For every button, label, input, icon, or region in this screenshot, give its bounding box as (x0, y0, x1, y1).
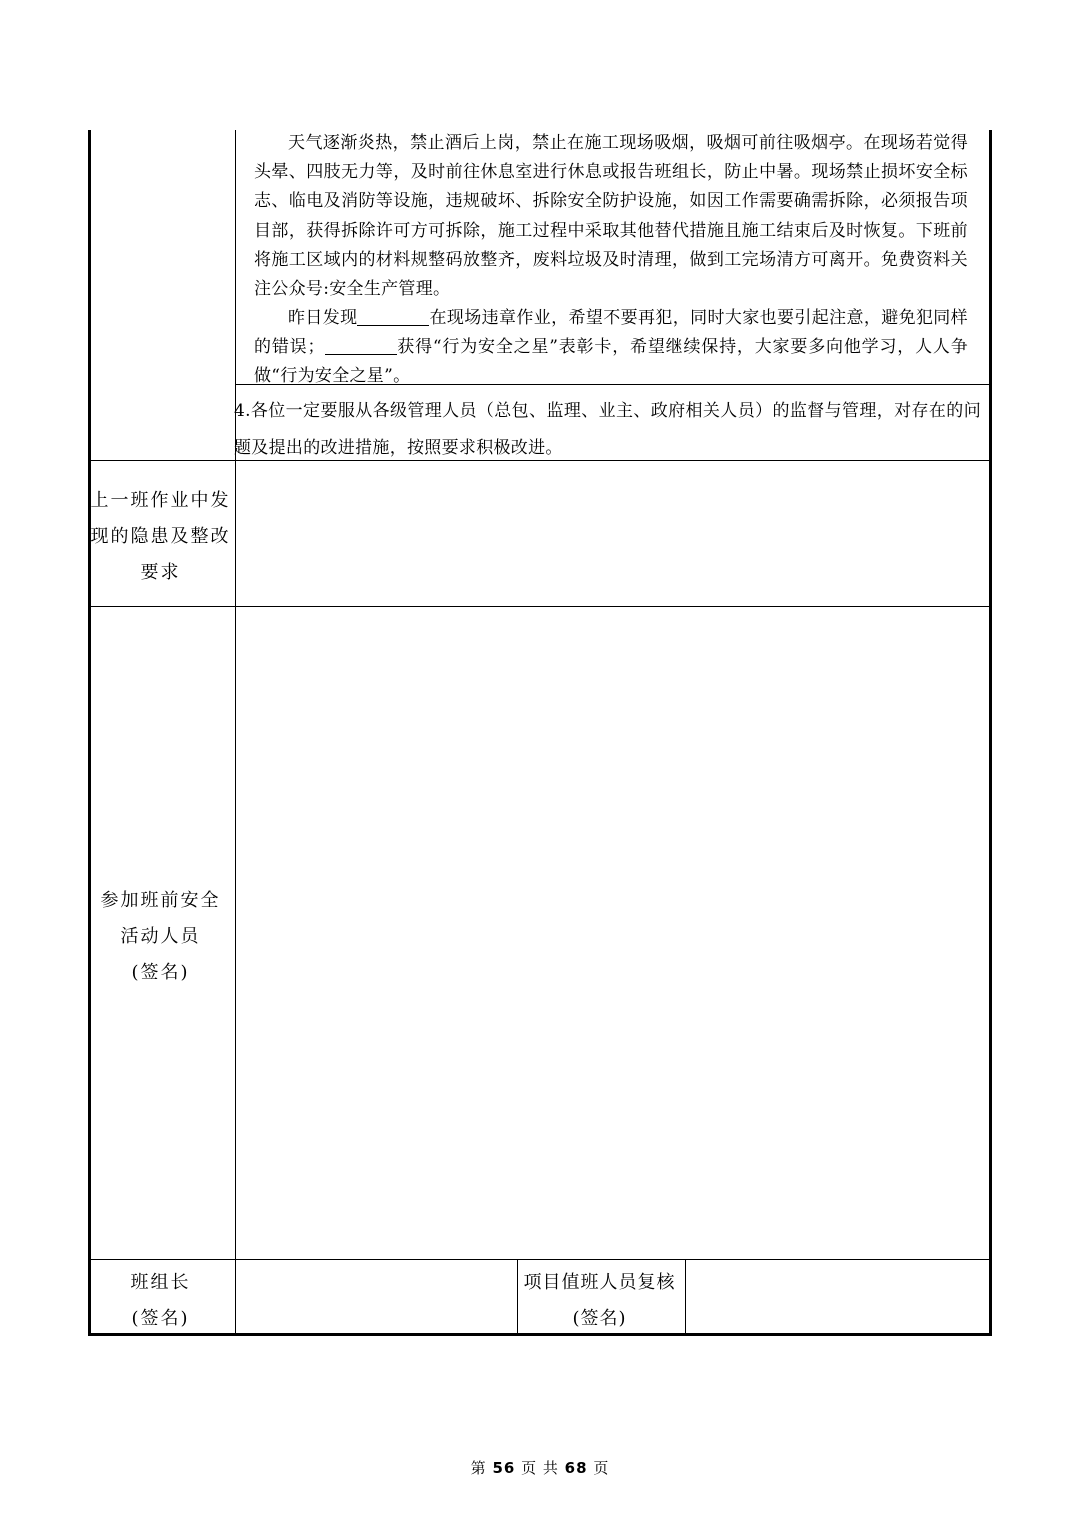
column-divider-review (685, 1259, 686, 1333)
page-number-footer: 第 56 页 共 68 页 (470, 1459, 610, 1477)
safety-star-name-blank (325, 336, 397, 355)
management-compliance-paragraph: 4.各位一定要服从各级管理人员（总包、监理、业主、政府相关人员）的监督与管理，对存在的问题及提出的改进措施，按照要求积极改进。 (234, 401, 981, 458)
column-divider-label (235, 130, 236, 1333)
violation-text-part2: 在现场违章作业，希望不要再犯，同时大家也要引起注意，避免犯同样的错误； (254, 308, 968, 358)
violator-name-blank (357, 307, 429, 326)
team-leader-signature-label: 班组长 (签名) (130, 1272, 191, 1329)
row-divider-participants (91, 606, 992, 607)
violation-text-part1: 昨日发现 (288, 308, 358, 328)
current-page-number: 56 (492, 1459, 516, 1477)
violation-notice-paragraph (254, 304, 968, 392)
participants-row-label: 参加班前安全 活动人员 (签名) (100, 890, 221, 983)
total-page-number: 68 (564, 1459, 588, 1477)
row-divider-signature (91, 1259, 992, 1260)
hazards-row-label: 上一班作业中发 现的隐患及整改 要求 (90, 490, 231, 583)
safety-notice-paragraph: 天气逐渐炎热，禁止酒后上岗，禁止在施工现场吸烟，吸烟可前往吸烟亭。在现场若觉得头晕、四肢无力等，及时前往休息室进行休息或报告班组长，防止中暑。现场禁止损坏安全标志、临电及消防等设施，违规破坏、拆除安全防护设施，如因工作需要确需拆除，必须报告项目部，获得拆除许可方可拆除，施工过程中采取其他替代措施且施工结束后及时恢复。下班前将施工区域内的材料规整码放整齐，废料垃圾及时清理，做到工完场清方可离开。免费资料关注公众号:安全生产管理。 (254, 133, 968, 300)
duty-reviewer-signature-label: 项目值班人员复核 (签名) (523, 1272, 676, 1329)
violation-text-part3: 获得“行为安全之星”表彰卡，希望继续保持，大家要多向他学习，人人争做“行为安全之星”。 (254, 337, 969, 387)
